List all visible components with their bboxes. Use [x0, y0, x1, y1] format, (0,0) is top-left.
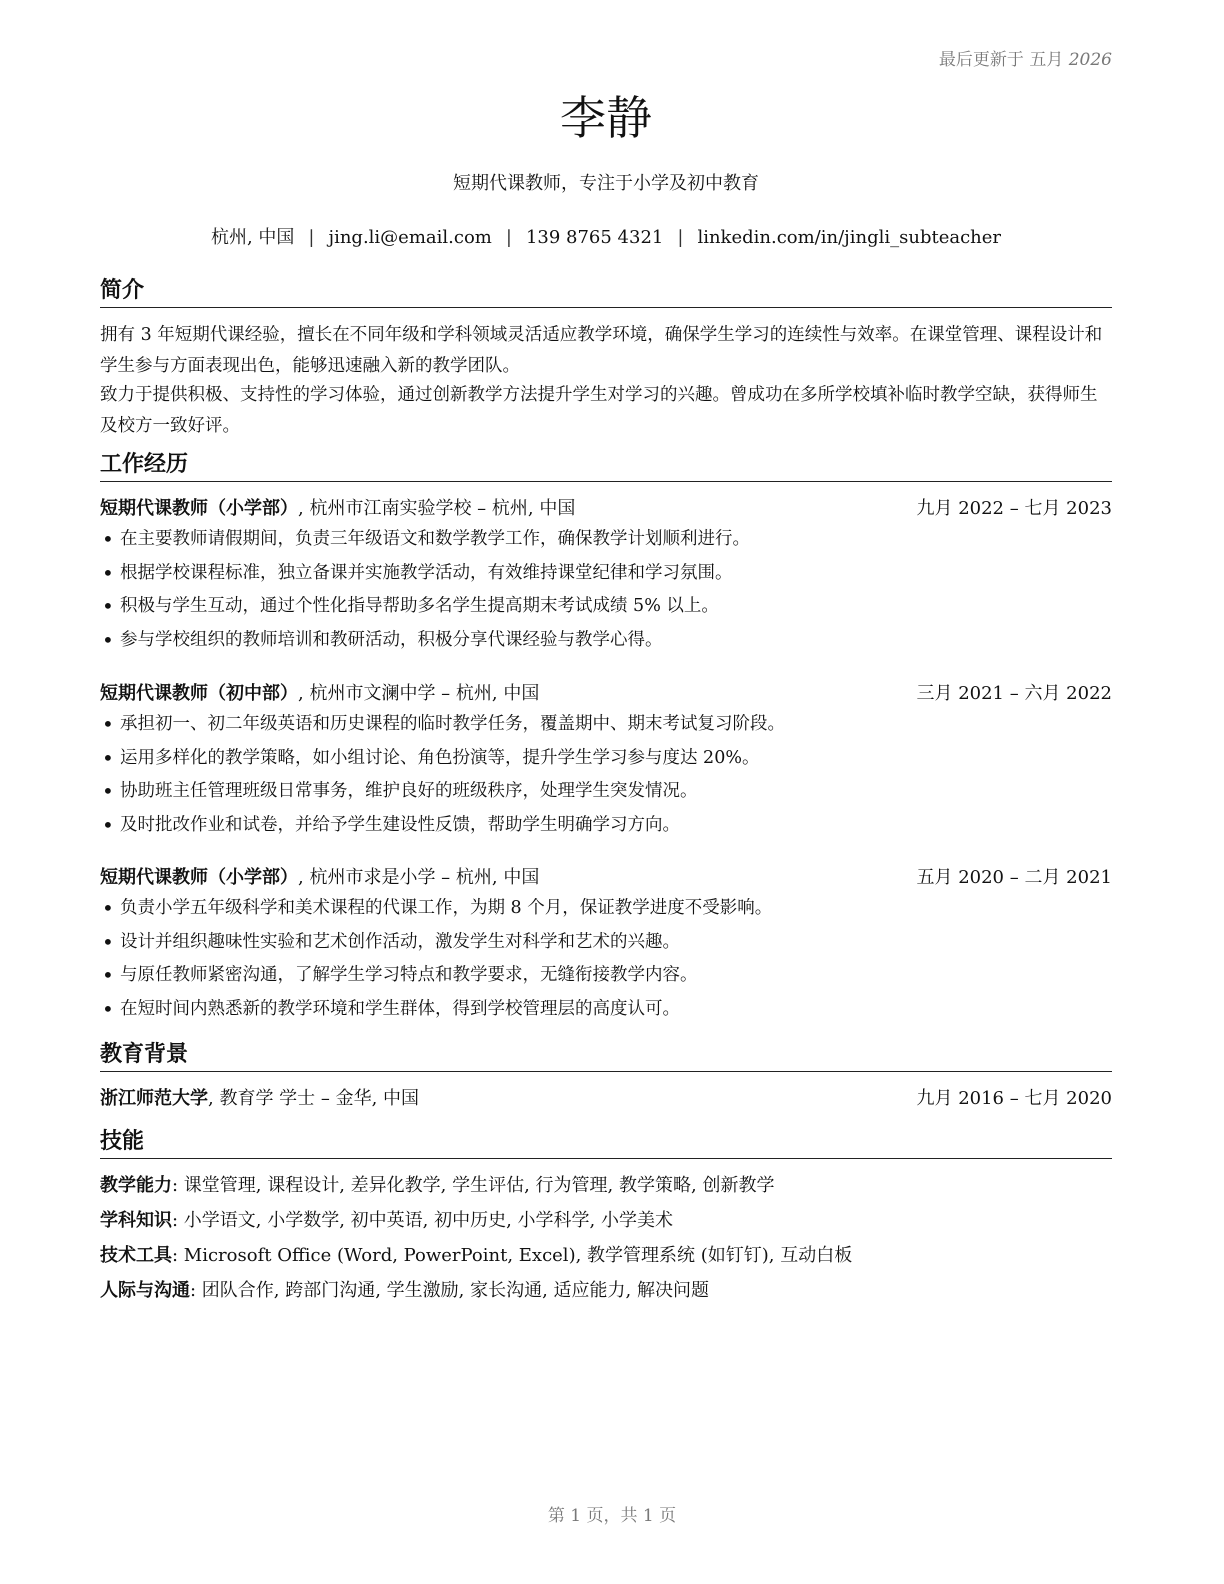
job-role: 短期代课教师（初中部）: [100, 683, 298, 704]
job-bullet: • 在主要教师请假期间，负责三年级语文和数学教学工作，确保教学计划顺利进行。: [100, 523, 1112, 557]
page-number: 第 1 页，共 1 页: [547, 1506, 677, 1526]
education-detail: , 教育学 学士 – 金华, 中国: [208, 1088, 420, 1109]
job-bullet: • 积极与学生互动，通过个性化指导帮助多名学生提高期末考试成绩 5% 以上。: [100, 590, 1112, 624]
skill-value: : 小学语文, 小学数学, 初中英语, 初中历史, 小学科学, 小学美术: [172, 1210, 674, 1231]
job-org: , 杭州市求是小学 – 杭州, 中国: [298, 867, 540, 888]
job-dates: 九月 2022 – 七月 2023: [916, 498, 1112, 519]
job-bullets: [100, 892, 1112, 1026]
section-title-skills: 技能: [100, 1127, 1112, 1159]
job-dates: 五月 2020 – 二月 2021: [916, 867, 1112, 888]
job-dates: 三月 2021 – 六月 2022: [916, 683, 1112, 704]
job-bullet: • 设计并组织趣味性实验和艺术创作活动，激发学生对科学和艺术的兴趣。: [100, 926, 1112, 960]
contact-email[interactable]: jing.li@email.com: [328, 227, 492, 248]
resume-page: [100, 0, 1112, 1584]
last-updated-label: 最后更新于 五月: [938, 50, 1064, 70]
skill-label: 学科知识: [100, 1210, 172, 1231]
job-org: , 杭州市江南实验学校 – 杭州, 中国: [298, 498, 576, 519]
contact-linkedin[interactable]: linkedin.com/in/jingli_subteacher: [697, 227, 1002, 248]
skill-row: [100, 1243, 1112, 1269]
job-role: 短期代课教师（小学部）: [100, 498, 298, 519]
skill-label: 技术工具: [100, 1245, 172, 1266]
skill-value: : 团队合作, 跨部门沟通, 学生激励, 家长沟通, 适应能力, 解决问题: [190, 1280, 710, 1301]
job-bullet: • 参与学校组织的教师培训和教研活动，积极分享代课经验与教学心得。: [100, 624, 1112, 658]
skill-value: : Microsoft Office (Word, PowerPoint, Excel), 教学管理系统 (如钉钉), 互动白板: [172, 1245, 853, 1266]
candidate-tagline: 短期代课教师，专注于小学及初中教育: [453, 173, 759, 194]
education-school: 浙江师范大学: [100, 1088, 208, 1109]
job-header: [100, 865, 1112, 891]
job-bullet: • 与原任教师紧密沟通，了解学生学习特点和教学要求，无缝衔接教学内容。: [100, 959, 1112, 993]
job-org: , 杭州市文澜中学 – 杭州, 中国: [298, 683, 540, 704]
section-title-education: 教育背景: [100, 1040, 1112, 1072]
skill-label: 教学能力: [100, 1175, 172, 1196]
skill-row: [100, 1278, 1112, 1304]
contact-separator: |: [308, 227, 315, 248]
contact-location: 杭州, 中国: [210, 227, 295, 248]
section-title-experience: 工作经历: [100, 450, 1112, 482]
skill-row: [100, 1173, 1112, 1199]
contact-phone: 139 8765 4321: [525, 227, 664, 248]
job-header: [100, 496, 1112, 522]
education-dates: 九月 2016 – 七月 2020: [916, 1088, 1112, 1109]
job-bullets: [100, 523, 1112, 657]
education-row: [100, 1086, 1112, 1112]
contact-line: [100, 223, 1112, 249]
job-role: 短期代课教师（小学部）: [100, 867, 298, 888]
job-bullet: • 及时批改作业和试卷，并给予学生建设性反馈，帮助学生明确学习方向。: [100, 809, 1112, 843]
job-header: [100, 681, 1112, 707]
job-bullet: • 承担初一、初二年级英语和历史课程的临时教学任务，覆盖期中、期末考试复习阶段。: [100, 708, 1112, 742]
summary-paragraph: 致力于提供积极、支持性的学习体验，通过创新教学方法提升学生对学习的兴趣。曾成功在多所学校填补临时教学空缺，获得师生及校方一致好评。: [100, 385, 1098, 436]
job-bullet: • 运用多样化的教学策略，如小组讨论、角色扮演等，提升学生学习参与度达 20%。: [100, 742, 1112, 776]
job-bullets: [100, 708, 1112, 842]
section-title-summary: 简介: [100, 276, 1112, 308]
candidate-name: 李静: [560, 91, 652, 145]
job-bullet: • 在短时间内熟悉新的教学环境和学生群体，得到学校管理层的高度认可。: [100, 993, 1112, 1027]
contact-separator: |: [677, 227, 684, 248]
skill-row: [100, 1208, 1112, 1234]
skill-label: 人际与沟通: [100, 1280, 190, 1301]
job-bullet: • 协助班主任管理班级日常事务，维护良好的班级秩序，处理学生突发情况。: [100, 775, 1112, 809]
job-bullet: • 负责小学五年级科学和美术课程的代课工作，为期 8 个月，保证教学进度不受影响。: [100, 892, 1112, 926]
summary-paragraph: 拥有 3 年短期代课经验，擅长在不同年级和学科领域灵活适应教学环境，确保学生学习的连续性与效率。在课堂管理、课程设计和学生参与方面表现出色，能够迅速融入新的教学团队。: [100, 325, 1103, 376]
last-updated: [939, 45, 1112, 70]
last-updated-year: 2026: [1068, 50, 1112, 70]
contact-separator: |: [505, 227, 512, 248]
job-bullet: • 根据学校课程标准，独立备课并实施教学活动，有效维持课堂纪律和学习氛围。: [100, 557, 1112, 591]
skill-value: : 课堂管理, 课程设计, 差异化教学, 学生评估, 行为管理, 教学策略, 创新教学: [172, 1175, 775, 1196]
